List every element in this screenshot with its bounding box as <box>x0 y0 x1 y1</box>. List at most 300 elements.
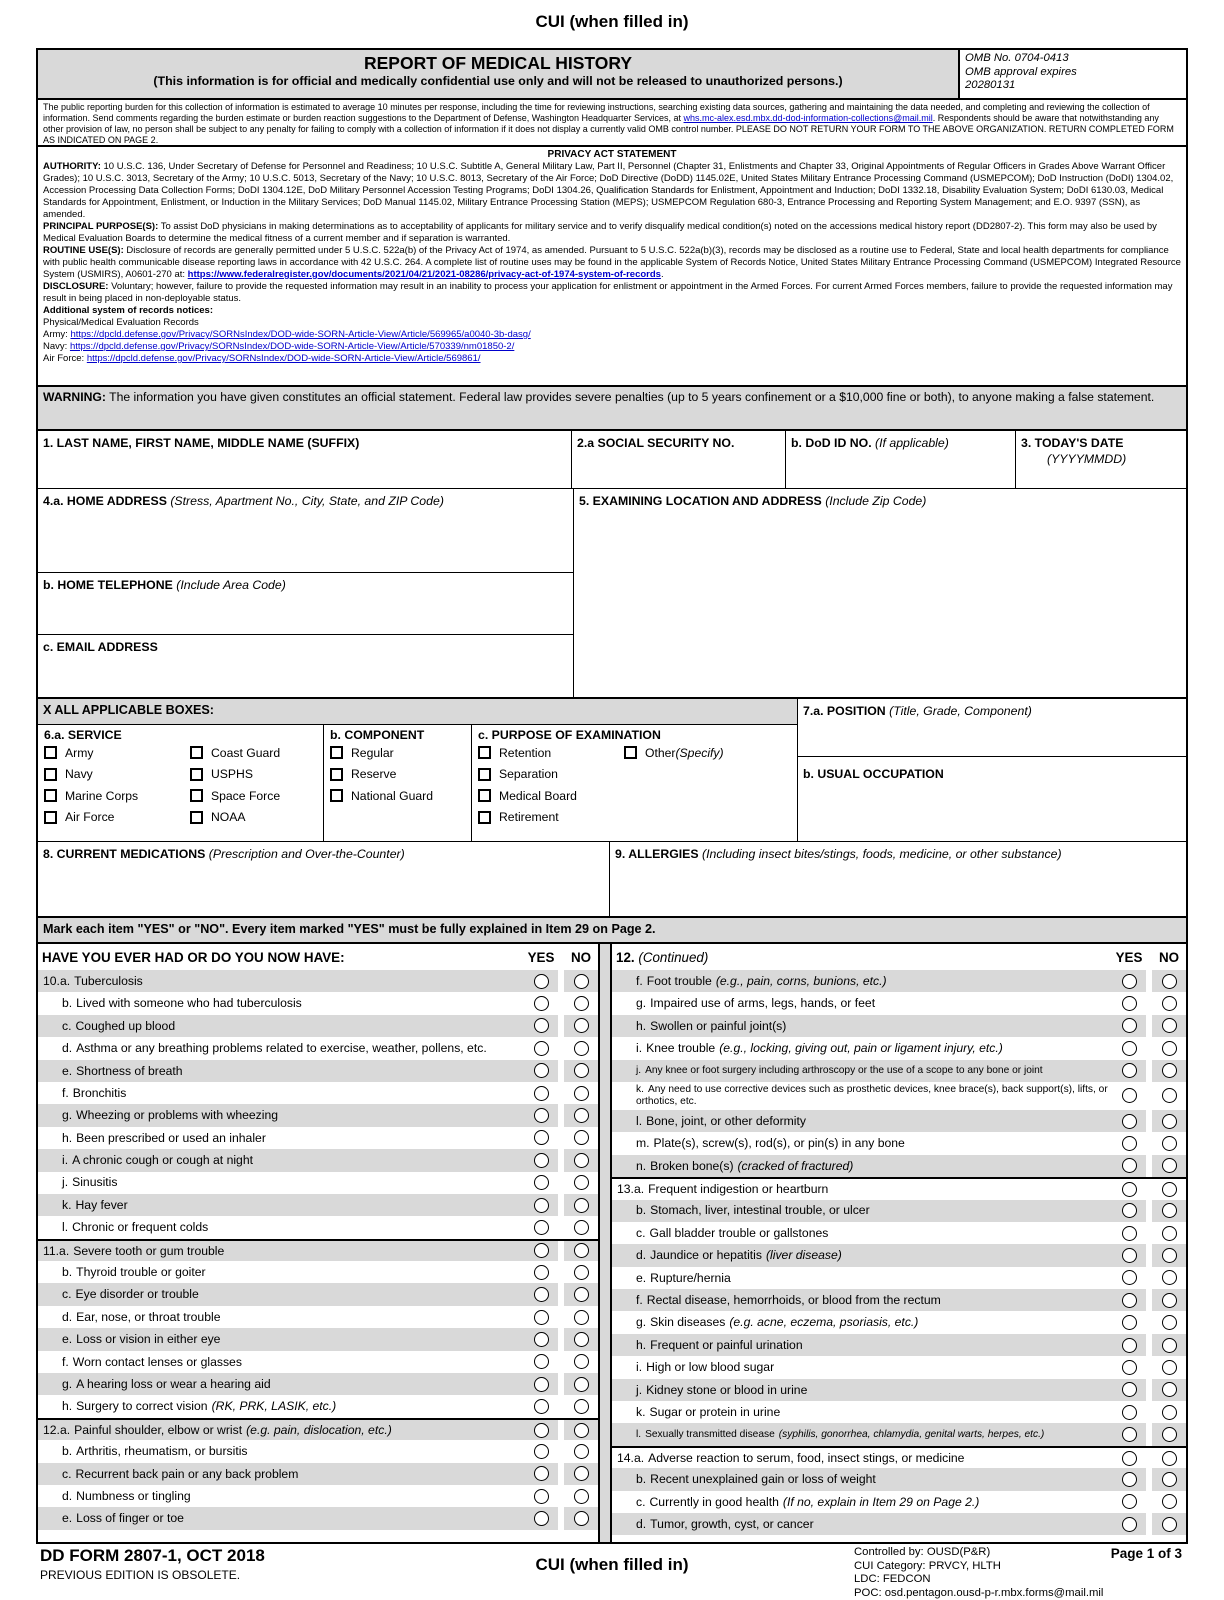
yes-radio[interactable] <box>534 1287 549 1302</box>
no-cell <box>1152 1379 1186 1401</box>
checkbox[interactable] <box>478 746 491 759</box>
no-radio[interactable] <box>1162 1248 1177 1263</box>
checkbox-item <box>478 807 624 829</box>
home-telephone-field[interactable]: b. HOME TELEPHONE (Include Area Code) <box>38 573 573 635</box>
no-radio[interactable] <box>574 1377 589 1392</box>
question-label: j. Kidney stone or blood in urine <box>612 1379 1112 1401</box>
no-radio[interactable] <box>574 1018 589 1033</box>
section-12-continued-title: 12. (Continued) <box>612 950 1112 965</box>
question-row <box>38 1283 598 1305</box>
yes-radio[interactable] <box>1122 1338 1137 1353</box>
checkbox-item <box>330 764 465 786</box>
yes-radio[interactable] <box>534 1332 549 1347</box>
question-label: c. Currently in good health (If no, explain in Item 29 on Page 2.) <box>612 1491 1112 1513</box>
yes-radio[interactable] <box>1122 1293 1137 1308</box>
question-label: 13.a. Frequent indigestion or heartburn <box>612 1179 1112 1199</box>
yes-radio[interactable] <box>1122 974 1137 989</box>
checkbox-item <box>190 807 280 829</box>
address-row <box>38 489 1186 699</box>
yes-cell <box>1112 1513 1146 1535</box>
yes-radio[interactable] <box>1122 1472 1137 1487</box>
no-radio[interactable] <box>574 1130 589 1145</box>
yes-radio[interactable] <box>534 1086 549 1101</box>
yes-radio[interactable] <box>534 1310 549 1325</box>
yes-cell <box>524 1373 558 1395</box>
question-row <box>612 1513 1186 1535</box>
omb-cell <box>958 50 1186 98</box>
no-radio[interactable] <box>574 1444 589 1459</box>
no-column-header: NO <box>1152 950 1186 965</box>
no-cell <box>1152 1110 1186 1132</box>
home-address-field[interactable]: 4.a. HOME ADDRESS (Stress, Apartment No., City, State, and ZIP Code) <box>38 489 573 573</box>
no-radio[interactable] <box>574 1489 589 1504</box>
yes-radio[interactable] <box>1122 1158 1137 1173</box>
no-radio[interactable] <box>574 1175 589 1190</box>
no-cell <box>1152 1448 1186 1468</box>
question-label: d. Ear, nose, or throat trouble <box>38 1306 524 1328</box>
no-radio[interactable] <box>1162 1405 1177 1420</box>
no-radio[interactable] <box>1162 1203 1177 1218</box>
question-row <box>612 992 1186 1014</box>
checkbox-item <box>44 764 190 786</box>
yes-cell <box>524 1463 558 1485</box>
yes-cell <box>1112 1289 1146 1311</box>
no-cell <box>1152 1060 1186 1082</box>
question-label: i. A chronic cough or cough at night <box>38 1149 524 1171</box>
yes-cell <box>524 970 558 992</box>
checkbox[interactable] <box>478 811 491 824</box>
no-cell <box>1152 1289 1186 1311</box>
checkbox-label: Marine Corps <box>65 789 138 803</box>
physical-medical-records-line: Physical/Medical Evaluation Records <box>43 317 1181 329</box>
no-cell <box>564 1015 598 1037</box>
no-radio[interactable] <box>1162 1338 1177 1353</box>
yes-radio[interactable] <box>1122 1315 1137 1330</box>
no-column-header: NO <box>564 950 598 965</box>
checkbox-item <box>44 807 190 829</box>
no-cell <box>564 1283 598 1305</box>
no-cell <box>1152 1082 1186 1110</box>
question-row <box>612 1155 1186 1177</box>
burden-email-link[interactable]: whs.mc-alex.esd.mbx.dd-dod-information-collections@mail.mil <box>684 113 933 123</box>
question-row <box>38 1485 598 1507</box>
additional-notices-label: Additional system of records notices: <box>43 305 1181 317</box>
yes-cell <box>1112 1267 1146 1289</box>
checkbox-label: Coast Guard <box>211 746 280 760</box>
x-all-applicable-band: X ALL APPLICABLE BOXES: <box>38 699 797 725</box>
yes-cell <box>524 1440 558 1462</box>
yes-cell <box>1112 1491 1146 1513</box>
no-radio[interactable] <box>574 1423 589 1438</box>
question-row <box>612 1311 1186 1333</box>
yes-cell <box>524 1194 558 1216</box>
question-label: d. Tumor, growth, cyst, or cancer <box>612 1513 1112 1535</box>
cui-category: CUI Category: PRVCY, HLTH <box>854 1560 1103 1574</box>
no-cell <box>564 1172 598 1194</box>
yes-radio[interactable] <box>1122 1451 1137 1466</box>
have-you-ever-had-title: HAVE YOU EVER HAD OR DO YOU NOW HAVE: <box>38 950 524 965</box>
yes-radio[interactable] <box>534 1153 549 1168</box>
service-component-purpose-row <box>38 725 797 841</box>
no-radio[interactable] <box>574 1108 589 1123</box>
usual-occupation-field[interactable]: b. USUAL OCCUPATION <box>798 757 1186 841</box>
examining-location-field[interactable]: 5. EXAMINING LOCATION AND ADDRESS (Include Zip Code) <box>574 489 1186 697</box>
no-radio[interactable] <box>574 1354 589 1369</box>
no-cell <box>1152 1267 1186 1289</box>
yes-radio[interactable] <box>534 1130 549 1145</box>
question-row <box>38 1015 598 1037</box>
question-label: d. Numbness or tingling <box>38 1485 524 1507</box>
allergies-field[interactable]: 9. ALLERGIES (Including insect bites/stings, foods, medicine, or other substance) <box>610 842 1186 916</box>
checkbox[interactable] <box>44 789 57 802</box>
questionnaire <box>38 944 1186 1542</box>
question-row <box>38 1306 598 1328</box>
applicable-boxes-left <box>38 699 798 841</box>
current-medications-field[interactable]: 8. CURRENT MEDICATIONS (Prescription and Over-the-Counter) <box>38 842 610 916</box>
medications-allergies-row <box>38 842 1186 918</box>
question-label: c. Coughed up blood <box>38 1015 524 1037</box>
question-label: e. Loss of finger or toe <box>38 1507 524 1529</box>
yes-column-header: YES <box>524 950 558 965</box>
question-row <box>612 1446 1186 1468</box>
no-cell <box>564 1306 598 1328</box>
question-label: 12.a. Painful shoulder, elbow or wrist (e.g. pain, dislocation, etc.) <box>38 1420 524 1440</box>
yes-radio[interactable] <box>534 1175 549 1190</box>
checkbox[interactable] <box>330 789 343 802</box>
question-row <box>38 1149 598 1171</box>
left-column-header <box>38 944 598 970</box>
checkbox-item <box>44 742 190 764</box>
no-radio[interactable] <box>1162 1182 1177 1197</box>
omb-expires-date: 20280131 <box>965 79 1181 93</box>
question-row <box>38 970 598 992</box>
no-radio[interactable] <box>574 1153 589 1168</box>
no-cell <box>1152 1179 1186 1199</box>
yes-radio[interactable] <box>534 1063 549 1078</box>
yes-cell <box>524 1261 558 1283</box>
yes-cell <box>1112 1015 1146 1037</box>
yes-radio[interactable] <box>1122 1427 1137 1442</box>
no-radio[interactable] <box>1162 1451 1177 1466</box>
yes-radio[interactable] <box>1122 1018 1137 1033</box>
yes-radio[interactable] <box>534 1265 549 1280</box>
no-radio[interactable] <box>574 1310 589 1325</box>
yes-radio[interactable] <box>534 1511 549 1526</box>
question-row <box>612 1037 1186 1059</box>
service-checkbox-col2 <box>190 742 280 828</box>
no-radio[interactable] <box>574 1287 589 1302</box>
yes-radio[interactable] <box>534 1243 549 1258</box>
no-cell <box>564 970 598 992</box>
position-field[interactable]: 7.a. POSITION (Title, Grade, Component) <box>798 699 1186 757</box>
no-radio[interactable] <box>574 1466 589 1481</box>
form-body <box>36 48 1188 1544</box>
yes-cell <box>1112 1132 1146 1154</box>
form-subtitle: (This information is for official and medically confidential use only and will not be released to unauthorized persons.) <box>38 74 958 88</box>
question-label: 10.a. Tuberculosis <box>38 970 524 992</box>
no-cell <box>1152 1155 1186 1177</box>
checkbox-item <box>330 785 465 807</box>
dod-id-field[interactable]: b. DoD ID NO. (If applicable) <box>786 431 1016 488</box>
question-row <box>612 1082 1186 1110</box>
checkbox[interactable] <box>44 811 57 824</box>
yes-cell <box>524 1015 558 1037</box>
no-radio[interactable] <box>574 1198 589 1213</box>
checkbox[interactable] <box>330 746 343 759</box>
checkbox-label: Separation <box>499 767 558 781</box>
no-radio[interactable] <box>1162 1517 1177 1532</box>
yes-cell <box>524 1082 558 1104</box>
mark-instructions-band: Mark each item "YES" or "NO". Every item marked "YES" must be fully explained in Item 29 on Page 2. <box>38 918 1186 944</box>
checkbox[interactable] <box>190 789 203 802</box>
yes-radio[interactable] <box>534 1198 549 1213</box>
no-radio[interactable] <box>1162 996 1177 1011</box>
question-row <box>38 1060 598 1082</box>
no-radio[interactable] <box>1162 1293 1177 1308</box>
yes-radio[interactable] <box>1122 1182 1137 1197</box>
question-row <box>612 1356 1186 1378</box>
no-cell <box>564 992 598 1014</box>
omb-number: OMB No. 0704-0413 <box>965 52 1181 66</box>
question-row <box>38 1216 598 1238</box>
no-radio[interactable] <box>1162 1360 1177 1375</box>
question-row <box>612 1060 1186 1082</box>
yes-cell <box>1112 970 1146 992</box>
checkbox-label: National Guard <box>351 789 433 803</box>
yes-cell <box>524 1507 558 1529</box>
yes-radio[interactable] <box>1122 1226 1137 1241</box>
question-row <box>38 1328 598 1350</box>
question-row <box>612 1267 1186 1289</box>
ssn-field[interactable]: 2.a SOCIAL SECURITY NO. <box>572 431 786 488</box>
checkbox-item <box>478 742 624 764</box>
no-radio[interactable] <box>1162 1063 1177 1078</box>
yes-radio[interactable] <box>534 996 549 1011</box>
question-row <box>612 1200 1186 1222</box>
component-header: b. COMPONENT <box>330 728 465 742</box>
no-radio[interactable] <box>574 1511 589 1526</box>
question-label: b. Lived with someone who had tuberculosis <box>38 992 524 1014</box>
no-radio[interactable] <box>1162 1270 1177 1285</box>
yes-cell <box>1112 1179 1146 1199</box>
question-row <box>612 1401 1186 1423</box>
no-cell <box>1152 1423 1186 1445</box>
yes-radio[interactable] <box>534 1423 549 1438</box>
yes-radio[interactable] <box>1122 1041 1137 1056</box>
question-label: f. Bronchitis <box>38 1082 524 1104</box>
yes-cell <box>1112 1334 1146 1356</box>
question-row <box>612 1379 1186 1401</box>
question-label: n. Broken bone(s) (cracked of fractured) <box>612 1155 1112 1177</box>
checkbox-label: Regular <box>351 746 394 760</box>
yes-radio[interactable] <box>534 1444 549 1459</box>
yes-radio[interactable] <box>534 974 549 989</box>
army-sorn-link[interactable]: https://dpcld.defense.gov/Privacy/SORNsIndex/DOD-wide-SORN-Article-View/Article/569965/a0040-3b-dasg/ <box>70 329 530 340</box>
question-row <box>38 1261 598 1283</box>
checkbox-label: Retirement <box>499 810 559 824</box>
question-label: j. Sinusitis <box>38 1172 524 1194</box>
question-row <box>38 1395 598 1417</box>
yes-radio[interactable] <box>1122 1248 1137 1263</box>
no-cell <box>1152 1356 1186 1378</box>
no-radio[interactable] <box>574 1265 589 1280</box>
checkbox[interactable] <box>190 746 203 759</box>
yes-radio[interactable] <box>534 1399 549 1414</box>
yes-radio[interactable] <box>534 1108 549 1123</box>
yes-cell <box>524 1127 558 1149</box>
navy-sorn-link[interactable]: https://dpcld.defense.gov/Privacy/SORNsIndex/DOD-wide-SORN-Article-View/Article/570339/nm01850-2/ <box>70 341 514 352</box>
no-radio[interactable] <box>1162 1136 1177 1151</box>
applicable-boxes-section <box>38 699 1186 842</box>
no-radio[interactable] <box>1162 1472 1177 1487</box>
checkbox[interactable] <box>44 768 57 781</box>
no-radio[interactable] <box>1162 1494 1177 1509</box>
other-checkbox[interactable] <box>624 746 637 759</box>
yes-cell <box>1112 1082 1146 1110</box>
question-label: b. Arthritis, rheumatism, or bursitis <box>38 1440 524 1462</box>
federal-register-link[interactable]: https://www.federalregister.gov/documents/2021/04/21/2021-08286/privacy-act-of-1974-system-of-records <box>188 269 661 280</box>
checkbox-item <box>478 764 624 786</box>
page-footer <box>36 1546 1188 1582</box>
no-cell <box>1152 1244 1186 1266</box>
question-label: f. Rectal disease, hemorrhoids, or blood from the rectum <box>612 1289 1112 1311</box>
question-label: d. Asthma or any breathing problems related to exercise, weather, pollens, etc. <box>38 1037 524 1059</box>
no-radio[interactable] <box>1162 1315 1177 1330</box>
no-cell <box>1152 1334 1186 1356</box>
no-radio[interactable] <box>574 1220 589 1235</box>
yes-radio[interactable] <box>1122 1114 1137 1129</box>
no-radio[interactable] <box>574 1063 589 1078</box>
yes-radio[interactable] <box>1122 996 1137 1011</box>
yes-radio[interactable] <box>534 1018 549 1033</box>
other-specify-hint: (Specify) <box>675 746 723 760</box>
checkbox-item <box>190 764 280 786</box>
question-label: 11.a. Severe tooth or gum trouble <box>38 1241 524 1261</box>
no-radio[interactable] <box>574 1086 589 1101</box>
name-field[interactable]: 1. LAST NAME, FIRST NAME, MIDDLE NAME (SUFFIX) <box>38 431 572 488</box>
no-radio[interactable] <box>1162 1114 1177 1129</box>
yes-radio[interactable] <box>534 1489 549 1504</box>
form-number: DD FORM 2807-1, OCT 2018 <box>40 1546 265 1566</box>
yes-radio[interactable] <box>534 1466 549 1481</box>
questionnaire-right-column <box>612 944 1186 1542</box>
question-label: e. Loss or vision in either eye <box>38 1328 524 1350</box>
yes-radio[interactable] <box>534 1354 549 1369</box>
yes-cell <box>524 1283 558 1305</box>
email-address-field[interactable]: c. EMAIL ADDRESS <box>38 635 573 697</box>
yes-radio[interactable] <box>1122 1088 1137 1103</box>
yes-radio[interactable] <box>1122 1360 1137 1375</box>
no-cell <box>564 1241 598 1261</box>
question-label: h. Been prescribed or used an inhaler <box>38 1127 524 1149</box>
question-row <box>612 1132 1186 1154</box>
question-label: c. Gall bladder trouble or gallstones <box>612 1222 1112 1244</box>
yes-radio[interactable] <box>1122 1517 1137 1532</box>
checkbox-item <box>44 785 190 807</box>
yes-radio[interactable] <box>534 1220 549 1235</box>
no-radio[interactable] <box>574 974 589 989</box>
no-radio[interactable] <box>574 1332 589 1347</box>
yes-radio[interactable] <box>1122 1063 1137 1078</box>
no-cell <box>1152 1491 1186 1513</box>
no-radio[interactable] <box>1162 1427 1177 1442</box>
yes-radio[interactable] <box>534 1041 549 1056</box>
no-radio[interactable] <box>574 1041 589 1056</box>
position-column <box>798 699 1186 841</box>
question-row <box>612 1491 1186 1513</box>
yes-cell <box>524 1241 558 1261</box>
question-label: c. Recurrent back pain or any back problem <box>38 1463 524 1485</box>
question-label: k. Sugar or protein in urine <box>612 1401 1112 1423</box>
checkbox[interactable] <box>44 746 57 759</box>
no-cell <box>564 1037 598 1059</box>
no-radio[interactable] <box>1162 1382 1177 1397</box>
checkbox[interactable] <box>330 768 343 781</box>
no-radio[interactable] <box>574 996 589 1011</box>
no-radio[interactable] <box>574 1399 589 1414</box>
yes-cell <box>1112 1311 1146 1333</box>
yes-cell <box>524 1104 558 1126</box>
checkbox[interactable] <box>478 768 491 781</box>
yes-cell <box>524 1328 558 1350</box>
omb-expires-label: OMB approval expires <box>965 66 1181 80</box>
no-radio[interactable] <box>1162 1018 1177 1033</box>
purpose-checkboxes <box>478 742 624 828</box>
checkbox[interactable] <box>190 811 203 824</box>
no-cell <box>564 1485 598 1507</box>
checkbox-label: Reserve <box>351 767 396 781</box>
question-row <box>38 1082 598 1104</box>
no-cell <box>564 1149 598 1171</box>
yes-cell <box>1112 1423 1146 1445</box>
no-cell <box>1152 970 1186 992</box>
no-radio[interactable] <box>1162 1041 1177 1056</box>
yes-radio[interactable] <box>1122 1494 1137 1509</box>
no-radio[interactable] <box>1162 1158 1177 1173</box>
no-radio[interactable] <box>1162 974 1177 989</box>
yes-cell <box>1112 1448 1146 1468</box>
no-radio[interactable] <box>1162 1088 1177 1103</box>
warning-band: WARNING: The information you have given constitutes an official statement. Federal law provides severe penalties (up to 5 years confinement or a $10,000 fine or both), to anyone making a false statement. <box>38 387 1186 431</box>
no-cell <box>564 1104 598 1126</box>
yes-radio[interactable] <box>1122 1270 1137 1285</box>
checkbox-label: USPHS <box>211 767 253 781</box>
yes-radio[interactable] <box>1122 1203 1137 1218</box>
question-label: g. Wheezing or problems with wheezing <box>38 1104 524 1126</box>
checkbox-label: Other <box>645 746 675 760</box>
previous-edition-note: PREVIOUS EDITION IS OBSOLETE. <box>40 1568 265 1582</box>
no-radio[interactable] <box>1162 1226 1177 1241</box>
todays-date-field[interactable]: 3. TODAY'S DATE (YYYYMMDD) <box>1016 431 1186 488</box>
question-row <box>38 1373 598 1395</box>
checkbox[interactable] <box>190 768 203 781</box>
checkbox[interactable] <box>478 789 491 802</box>
no-radio[interactable] <box>574 1243 589 1258</box>
yes-cell <box>524 1172 558 1194</box>
question-row <box>38 1104 598 1126</box>
yes-radio[interactable] <box>1122 1382 1137 1397</box>
cui-control-block <box>854 1546 1103 1600</box>
question-row <box>612 1244 1186 1266</box>
yes-radio[interactable] <box>534 1377 549 1392</box>
yes-cell <box>524 1485 558 1507</box>
air-force-sorn-link[interactable]: https://dpcld.defense.gov/Privacy/SORNsIndex/DOD-wide-SORN-Article-View/Article/569861/ <box>87 353 481 364</box>
yes-radio[interactable] <box>1122 1405 1137 1420</box>
checkbox-label: Retention <box>499 746 551 760</box>
yes-cell <box>524 1395 558 1417</box>
yes-radio[interactable] <box>1122 1136 1137 1151</box>
question-label: h. Swollen or painful joint(s) <box>612 1015 1112 1037</box>
